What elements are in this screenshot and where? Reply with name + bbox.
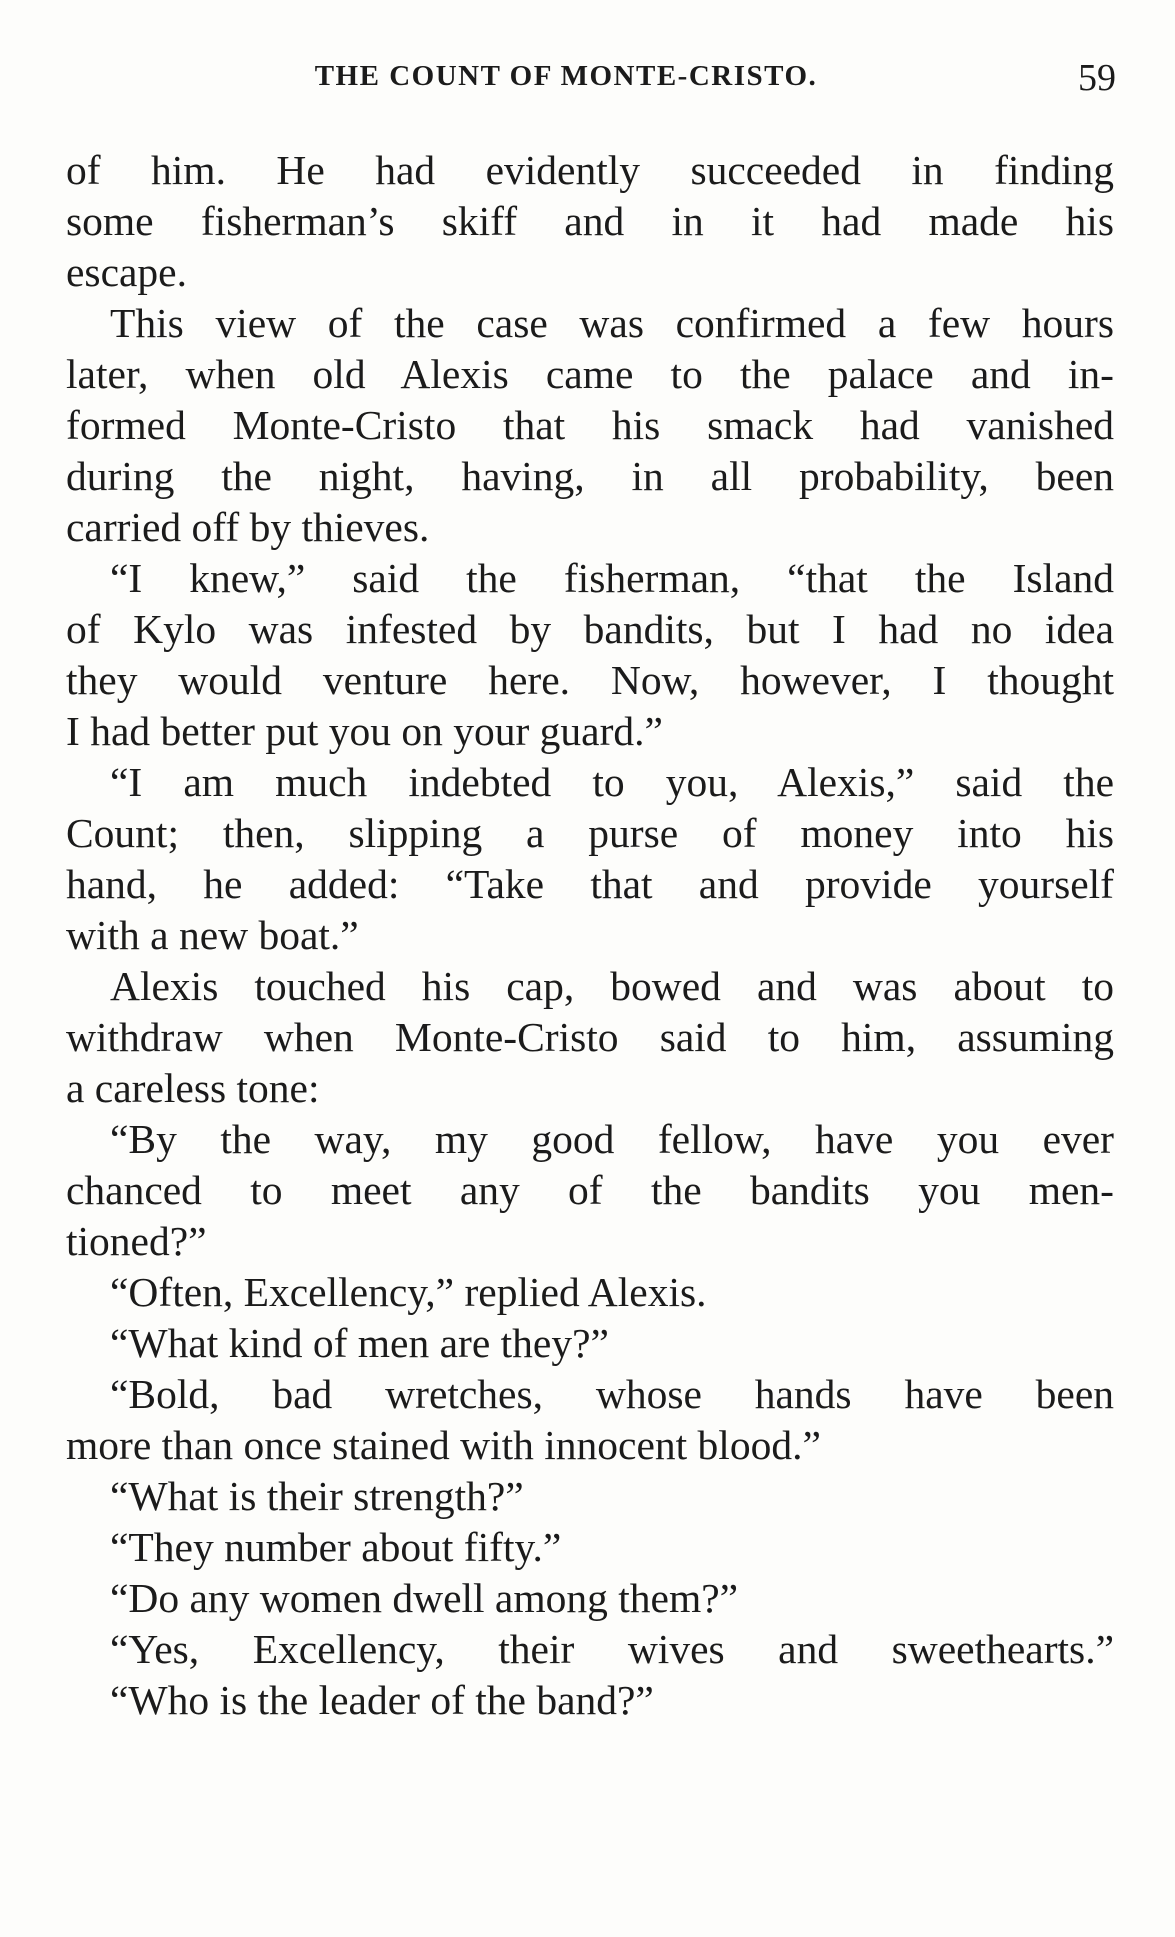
text-line: “What is their strength?” <box>110 1473 524 1519</box>
text-line: they would venture here. Now, however, I thought <box>66 657 1114 703</box>
text-line: withdraw when Monte-Cristo said to him, assuming <box>66 1014 1114 1060</box>
text-line: I had better put you on your guard.” <box>66 708 663 754</box>
text-line: during the night, having, in all probability, been <box>66 453 1114 499</box>
running-head <box>66 56 1116 100</box>
text-line: of Kylo was infested by bandits, but I had no idea <box>66 606 1114 652</box>
page-number: 59 <box>1078 57 1116 99</box>
text-line: later, when old Alexis came to the palace and in- <box>66 351 1114 397</box>
text-line: a careless tone: <box>66 1065 320 1111</box>
text-line: “They number about fifty.” <box>110 1524 562 1570</box>
text-line: of him. He had evidently succeeded in finding <box>66 147 1114 193</box>
text-line: Alexis touched his cap, bowed and was about to <box>110 963 1114 1009</box>
text-line: chanced to meet any of the bandits you men- <box>66 1167 1114 1213</box>
text-line: “By the way, my good fellow, have you ever <box>110 1116 1114 1162</box>
running-head-title: THE COUNT OF MONTE-CRISTO. <box>314 60 818 92</box>
text-line: This view of the case was confirmed a few hours <box>110 300 1114 346</box>
text-line: “I knew,” said the fisherman, “that the Island <box>110 555 1114 601</box>
text-line: “Yes, Excellency, their wives and sweethearts.” <box>110 1626 1114 1672</box>
text-line: “Do any women dwell among them?” <box>110 1575 739 1621</box>
text-line: carried off by thieves. <box>66 504 430 550</box>
text-line: escape. <box>66 249 187 295</box>
text-line: “Bold, bad wretches, whose hands have been <box>110 1371 1114 1417</box>
text-line: Count; then, slipping a purse of money into his <box>66 810 1114 856</box>
text-line: hand, he added: “Take that and provide yourself <box>66 861 1114 907</box>
text-line: “Who is the leader of the band?” <box>110 1677 654 1723</box>
text-line: tioned?” <box>66 1218 207 1264</box>
text-line: with a new boat.” <box>66 912 359 958</box>
text-line: “Often, Excellency,” replied Alexis. <box>110 1269 707 1315</box>
text-line: “What kind of men are they?” <box>110 1320 609 1366</box>
body-text <box>66 145 1114 1726</box>
text-line: some fisherman’s skiff and in it had made his <box>66 198 1114 244</box>
text-line: “I am much indebted to you, Alexis,” said the <box>110 759 1114 805</box>
text-line: formed Monte-Cristo that his smack had vanished <box>66 402 1114 448</box>
text-line: more than once stained with innocent blood.” <box>66 1422 821 1468</box>
